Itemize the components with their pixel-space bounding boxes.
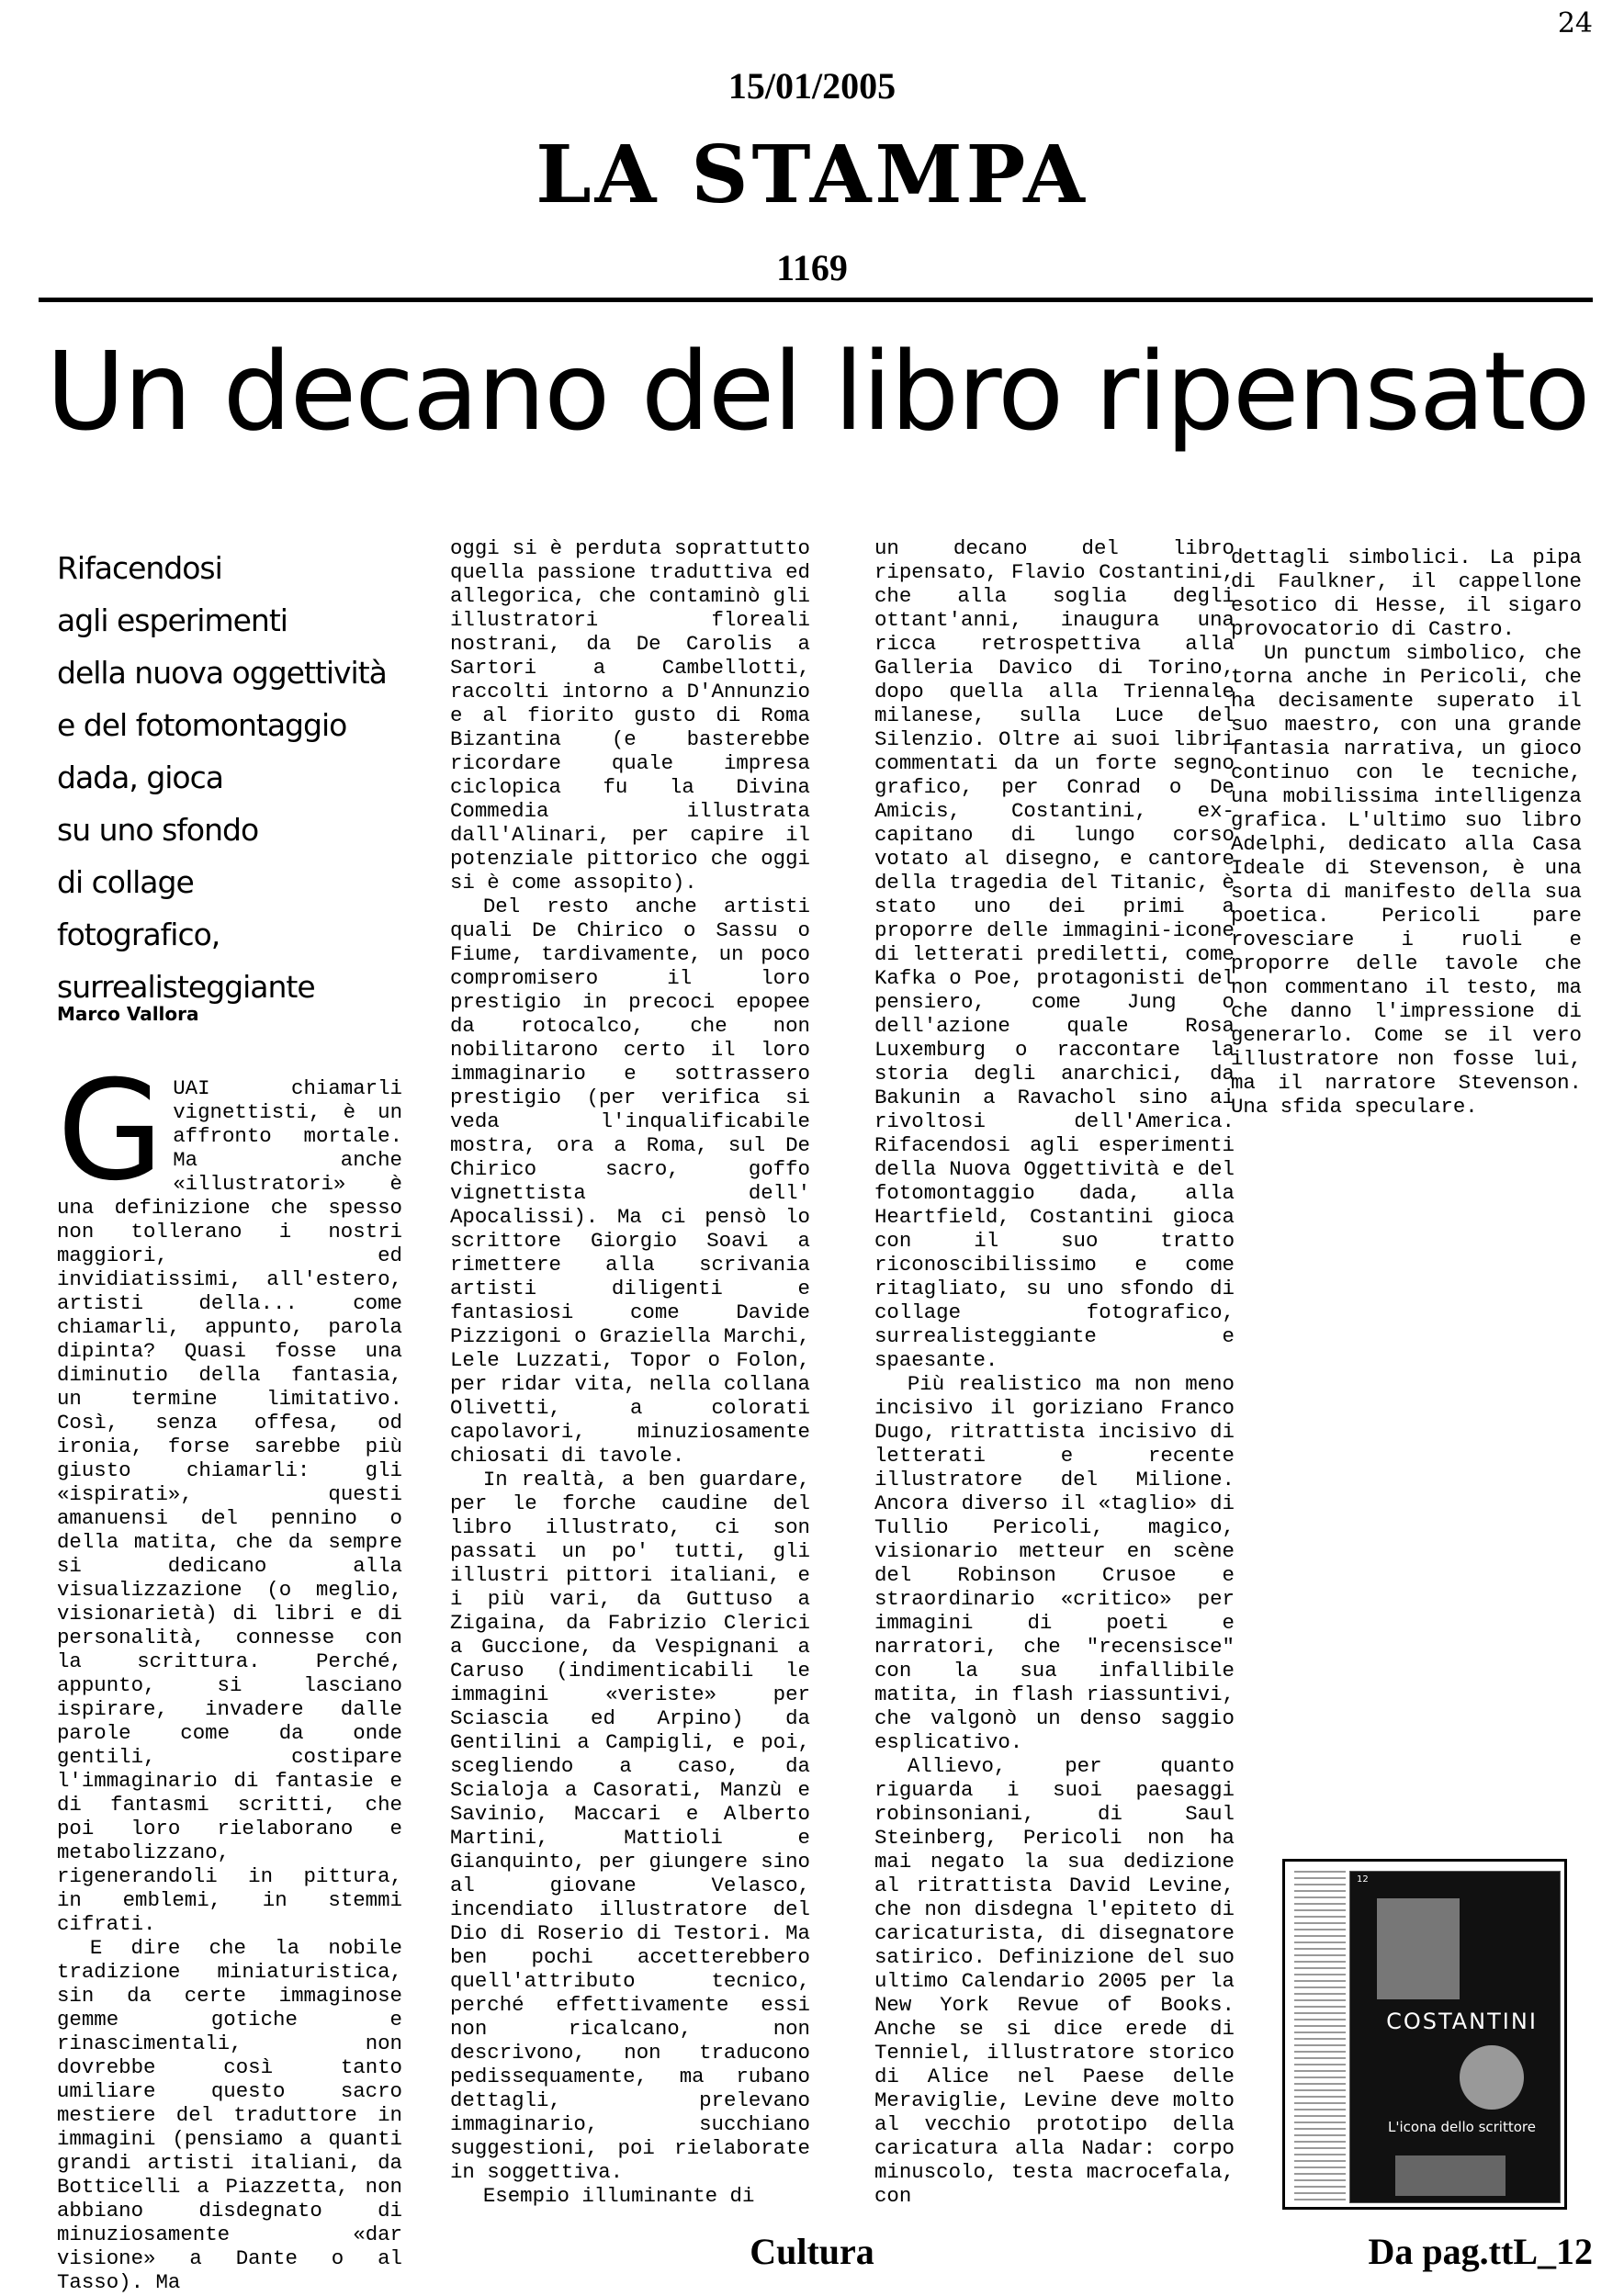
article-column-3	[874, 536, 1235, 2208]
newspaper-masthead: LA STAMPA	[536, 129, 1088, 221]
article-byline: Marco Vallora	[57, 1003, 199, 1025]
paragraph: Un punctum simbolico, che torna anche in Pericoli, che ha decisamente superato il suo maestro, con una grande fantasia narrativa, un gioco continuo con le tecniche, una mobilissima intelligenza grafica. L'ultimo suo libro Adelphi, dedicato alla Casa Ideale di Stevenson, è una sorta di manifesto della sua poetica. Pericoli pare rovesciare i ruoli e proporre delle tavole che non commentano il testo, ma che danno l'impressione di generarlo. Come se il vero illustratore non fosse lui, ma il narratore Stevenson. Una sfida speculare.	[1231, 641, 1582, 1119]
article-column-4	[1231, 546, 1582, 1119]
paragraph: Più realistico ma non meno incisivo il goriziano Franco Dugo, ritrattista incisivo di letterati e recente illustratore del Milione. Ancora diverso il «taglio» di Tullio Pericoli, magico, visionario metteur en scène del Robinson Crusoe e straordinario «critico» per immagini di poeti e narratori, che "recensisce" con la sua infallibile matita, in flash riassuntivi, che valgonò un denso saggio esplicativo.	[874, 1372, 1235, 1754]
thumbnail-figure-bottom	[1395, 2155, 1506, 2196]
thumbnail-title: COSTANTINI	[1386, 2009, 1538, 2034]
deck-line: fotografico,	[57, 917, 220, 952]
page-thumbnail-image	[1282, 1859, 1567, 2210]
deck-line: e del fotomontaggio	[57, 707, 347, 743]
thumbnail-text-column	[1294, 1871, 1346, 2201]
paragraph: Del resto anche artisti quali De Chirico o Sassu o Fiume, tardivamente, un poco compromisero il loro prestigio in precoci epopee da rotocalco, che non nobilitarono certo il loro immaginario e sottrassero prestigio (per verifica si veda l'inqualificabile mostra, ora a Roma, sul De Chirico sacro, goffo vignettista dell' Apocalissi). Ma ci pensò lo scrittore Giorgio Soavi a rimettere alla scrivania artisti diligenti e fantasiosi come Davide Pizzigoni o Graziella Marchi, Lele Luzzati, Topor o Folon, per ridar vita, nella collana Olivetti, a colorati capolavori, minuziosamente chiosati di tavole.	[450, 895, 810, 1468]
paragraph: UAI chiamarli vignettisti, è un affronto mortale. Ma anche «illustratori» è una definizione che spesso non tollerano i nostri maggiori, ed invidiatissimi, all'estero, artisti della... come chiamarli, appunto, parola dipinta? Quasi fosse una diminutio della fantasia, un termine limitativo. Così, senza offesa, od ironia, forse sarebbe più giusto chiamarli: gli «ispirati», questi amanuensi del pennino o della matita, che da sempre si dedicano alla visualizzazione (o meglio, visionarietà) di libri e di personalità, connesse con la scrittura. Perché, appunto, si lasciano ispirare, invadere dalle parole come da onde gentili, costipare l'immaginario di fantasie e di fantasmi scritti, che poi loro rielaborano e metabolizzano, rigenerandoli in pittura, in emblemi, in stemmi cifrati.	[57, 1076, 402, 1936]
deck-line: di collage	[57, 864, 194, 900]
deck-line: della nuova oggettività	[57, 655, 387, 691]
deck-line: su uno sfondo	[57, 812, 259, 848]
deck-line: dada, gioca	[57, 760, 223, 795]
source-reference: Da pag.ttL_12	[1368, 2231, 1593, 2272]
deck-line: Rifacendosi	[57, 550, 222, 586]
paragraph: Esempio illuminante di	[482, 2184, 755, 2208]
thumbnail-figure	[1460, 2045, 1524, 2110]
paragraph: Allievo, per quanto riguarda i suoi paesaggi robinsoniani, di Saul Steinberg, Pericoli non ha mai negato la sua dedizione al ritrattista David Levine, che non disdegna l'epiteto di caricaturista, di disegnatore satirico. Definizione del suo ultimo Calendario 2005 per la New York Revue of Books. Anche se si dice erede di Tenniel, illustratore storico di Alice nel Paese delle Meraviglie, Levine deve molto al vecchio prototipo della caricatura alla Nadar: corpo minuscolo, testa macrocefala, con	[874, 1754, 1235, 2208]
paragraph: un decano del libro ripensato, Flavio Costantini, che alla soglia degli ottant'anni, inaugura una ricca retrospettiva alla Galleria Davico di Torino, dopo quella alla Triennale milanese, sulla Luce del Silenzio. Oltre ai suoi libri commentati da un forte segno grafico, per Conrad o De Amicis, Costantini, ex-capitano di lungo corso votato al disegno, e cantore della tragedia del Titanic, è stato uno dei primi a proporre delle immagini-icone di letterati prediletti, come Kafka o Poe, protagonisti del pensiero, come Jung o dell'azione quale Rosa Luxemburg o raccontare la storia degli anarchici, da Bakunin a Ravachol sino ai rivoltosi dell'America. Rifacendosi agli esperimenti della Nuova Oggettività e del fotomontaggio dada, alla Heartfield, Costantini gioca con il suo tratto riconoscibilissimo e come ritagliato, su uno sfondo di collage fotografico, surrealisteggiante e spaesante.	[874, 536, 1235, 1372]
article-deck	[57, 542, 443, 1013]
deck-line: surrealisteggiante	[57, 969, 315, 1005]
thumbnail-portrait	[1377, 1898, 1460, 1999]
thumbnail-subtitle: L'icona dello scrittore	[1388, 2119, 1536, 2135]
paragraph: dettagli simbolici. La pipa di Faulkner, il cappellone esotico di Hesse, il sigaro provocatorio di Castro.	[1231, 546, 1582, 641]
article-column-2	[450, 536, 810, 2208]
page-number: 24	[1557, 7, 1593, 39]
thumbnail-page-number: 12	[1357, 1874, 1369, 1885]
article-headline: Un decano del libro ripensato	[46, 328, 1589, 455]
drop-cap: G	[57, 1052, 164, 1211]
header-rule	[39, 298, 1593, 302]
publication-date: 15/01/2005	[727, 65, 897, 107]
deck-line: agli esperimenti	[57, 602, 288, 638]
paragraph: E dire che la nobile tradizione miniaturistica, sin da certe immaginose gemme gotiche e rinascimentali, non dovrebbe così tanto umiliare questo sacro mestiere del traduttore in immagini (pensiamo a quanti grandi artisti italiani, da Botticelli a Piazzetta, non abbiano disdegnato di minuziosamente «dar visione» a Dante o al Tasso). Ma	[57, 1936, 402, 2294]
paragraph: In realtà, a ben guardare, per le forche caudine del libro illustrato, ci son passati un po' tutti, gli illustri pittori italiani, e i più vari, da Guttuso a Zigaina, da Fabrizio Clerici a Guccione, da Vespignani a Caruso (indimenticabili le immagini «veriste» per Sciascia ed Arpino) da Gentilini a Campigli, e poi, scegliendo a caso, da Scialoja a Casorati, Manzù e Savinio, Maccari e Alberto Martini, Mattioli e Gianquinto, per giungere sino al giovane Velasco, incendiato illustratore del Dio di Roserio di Testori. Ma ben pochi accetterebbero quell'attributo tecnico, perché effettivamente essi non ricalcano, non descrivono, non traducono pedissequamente, ma rubano dettagli, prelevano immaginario, succhiano suggestioni, poi rielaborate in soggettiva.	[450, 1468, 810, 2184]
issue-number: 1169	[776, 247, 848, 288]
paragraph: oggi si è perduta soprattutto quella passione traduttiva ed allegorica, che contaminò gli illustratori floreali nostrani, da De Carolis a Sartori a Cambellotti, raccolti intorno a D'Annunzio e al fiorito gusto di Roma Bizantina (e basterebbe ricordare quale impresa ciclopica fu la Divina Commedia illustrata dall'Alinari, per capire il potenziale pittorico che oggi si è come assopito).	[450, 536, 810, 895]
article-column-1	[57, 1052, 402, 2294]
section-name: Cultura	[750, 2231, 874, 2272]
